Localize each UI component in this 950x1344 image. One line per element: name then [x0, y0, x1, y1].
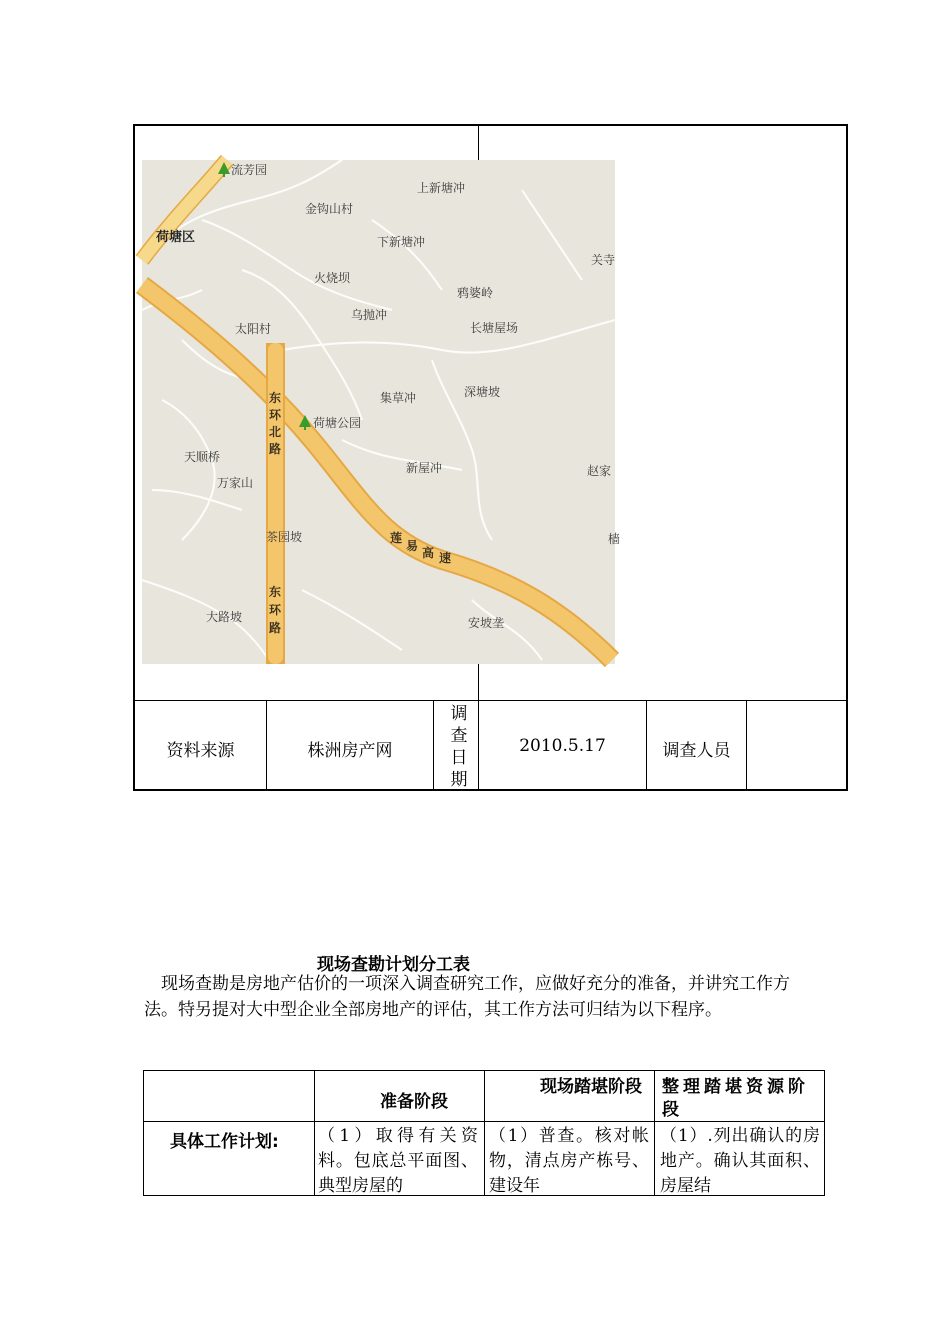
road-label-donghuanbeilu-3: 北 [269, 425, 282, 439]
map-label-chayuanpo: 茶园坡 [266, 530, 303, 544]
road-label-donghuanbeilu-4: 路 [269, 442, 282, 456]
plan-row-label: 具体工作计划: [170, 1132, 279, 1152]
date-label-char-3: 日 [450, 748, 468, 768]
map-label-huoshaoba: 火烧坝 [314, 271, 351, 285]
date-value: 2010.5.17 [519, 736, 606, 756]
map-label-liufangyuan: 流芳园 [231, 163, 268, 177]
map-label-shangxintangchong: 上新塘冲 [417, 181, 466, 195]
road-label-lianyigaosu-4: 速 [439, 551, 452, 565]
map-label-jingoushancun: 金钩山村 [305, 202, 354, 216]
location-map [142, 160, 621, 664]
map-label-wupaochong: 乌抛冲 [351, 308, 388, 322]
map-label-tianshunqiao: 天顺桥 [184, 450, 221, 464]
road-label-donghuanlu-3: 路 [269, 621, 282, 635]
map-label-dalupo: 大路坡 [206, 610, 243, 624]
date-label-char-1: 调 [450, 704, 468, 724]
map-label-xinwuchong: 新屋冲 [406, 461, 443, 475]
plan-header-organize: 整理踏堪资源阶段 [662, 1077, 809, 1120]
plan-cell-prep: （1）取得有关资料。包底总平面图、典型房屋的 [318, 1126, 478, 1196]
map-label-guansi: 关寺 [591, 253, 616, 267]
section-paragraph-text: 现场查勘是房地产估价的一项深入调查研究工作，应做好充分的准备，并讲究工作方法。特另提对大中型企业全部房地产的评估，其工作方法可归结为以下程序。 [144, 974, 790, 1020]
plan-cell-field: （1）普查。核对帐物，清点房产栋号、建设年 [489, 1126, 649, 1196]
map-label-changtangwuchang: 长塘屋场 [470, 321, 519, 335]
map-label-shentangpo: 深塘坡 [464, 385, 501, 399]
date-label-char-4: 期 [450, 770, 468, 790]
surveyor-label: 调查人员 [662, 741, 731, 761]
map-label-huan: 樯 [608, 532, 621, 546]
map-label-yapoling: 鸦婆岭 [457, 286, 494, 300]
map-label-zhaojia: 赵家 [587, 464, 612, 478]
section-title: 现场查勘计划分工表 [317, 955, 470, 975]
map-label-hetanggongyuan: 荷塘公园 [313, 416, 362, 430]
source-label: 资料来源 [166, 741, 235, 761]
source-value: 株洲房产网 [307, 741, 393, 761]
map-label-jicaochong: 集草冲 [380, 391, 417, 405]
map-label-taiyangcun: 太阳村 [235, 322, 272, 336]
plan-header-field: 现场踏堪阶段 [540, 1077, 642, 1097]
road-label-donghuanbeilu-2: 环 [269, 408, 282, 422]
date-label [449, 703, 469, 791]
road-label-donghuanlu-1: 东 [269, 585, 282, 599]
map-label-wanjiashan: 万家山 [217, 476, 254, 490]
section-paragraph [144, 971, 816, 1023]
date-label-char-2: 查 [450, 726, 468, 746]
road-label-donghuanlu-2: 环 [269, 603, 282, 617]
road-label-lianyigaosu-3: 高 [422, 546, 435, 560]
road-label-lianyigaosu-2: 易 [406, 539, 419, 553]
plan-cell-organize: （1）.列出确认的房地产。确认其面积、房屋结 [660, 1126, 820, 1196]
road-label-donghuanbeilu-1: 东 [269, 391, 282, 405]
map-label-xiaxintangchong: 下新塘冲 [377, 235, 426, 249]
road-label-lianyigaosu-1: 莲 [390, 531, 403, 545]
plan-header-prep: 准备阶段 [380, 1092, 448, 1112]
map-label-hetangqu: 荷塘区 [156, 230, 196, 245]
map-label-anpoxiang: 安坡垄 [468, 616, 505, 630]
